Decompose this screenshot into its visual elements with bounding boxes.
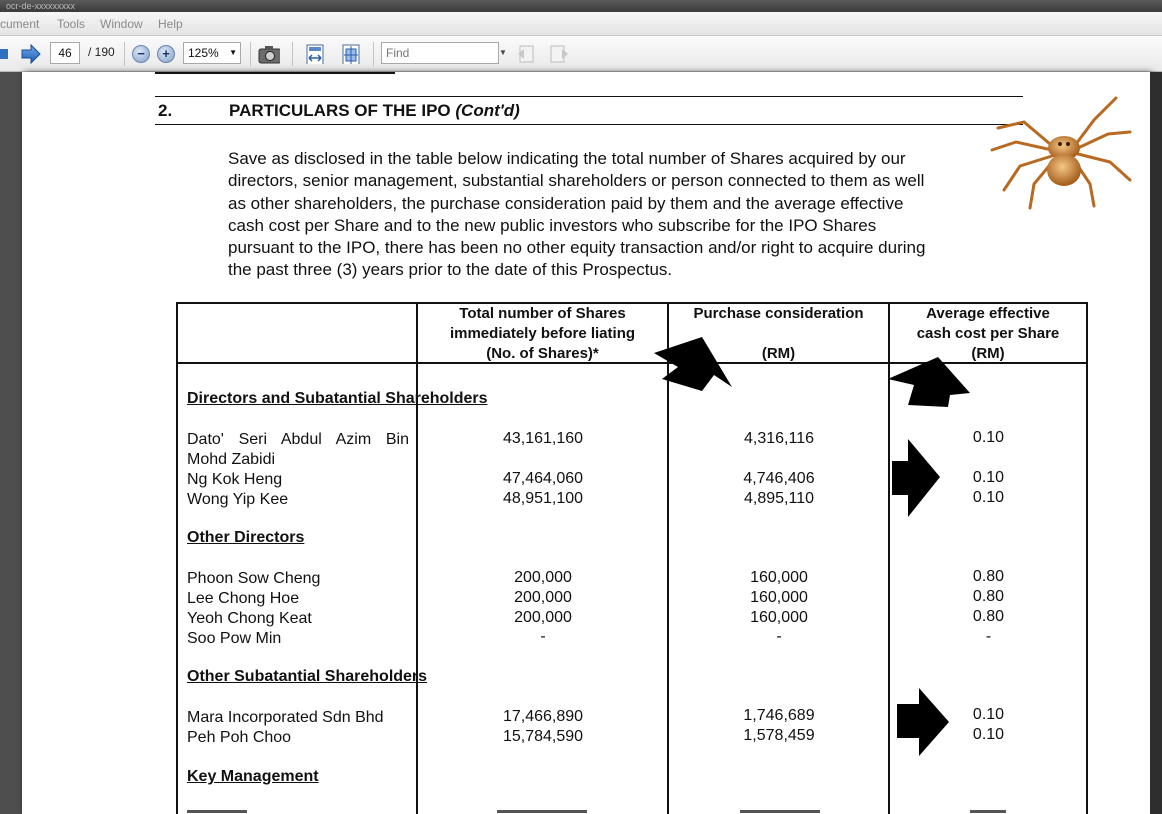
table-cell-cost: 0.10 [972,726,1005,743]
paragraph-line: directors, senior management, substantial shareholders or person connected to them as well [228,171,925,191]
section-title-main: PARTICULARS OF THE IPO [229,101,451,120]
page-shadow [1150,72,1162,814]
table-cell-shares: 200,000 [514,589,572,606]
menu-tools[interactable]: Tools [57,17,86,31]
paragraph-line: pursuant to the IPO, there has been no other equity transaction and/or right to acquire during [228,238,926,258]
section-title-cont: (Cont'd) [455,101,520,120]
table-cell-consideration: - [776,628,782,645]
fit-width-icon[interactable] [304,44,326,64]
table-row-name: Ng Kok Heng [187,471,283,488]
zoom-value: 125% [188,46,219,60]
table-cell-consideration: 160,000 [750,609,808,626]
table-row-name: Yeoh Chong Keat [187,610,312,627]
table-cell-shares: 200,000 [514,569,572,586]
table-cell-cost: 0.80 [972,568,1005,585]
table-cell-cost: - [985,628,992,645]
cutoff-row-fragment [970,806,1006,814]
table-row-name-cont: Mohd Zabidi [187,451,276,468]
table-cell-shares: 43,161,160 [502,430,584,447]
fit-page-icon[interactable] [340,44,362,64]
table-cell-shares: 15,784,590 [502,728,584,745]
table-row-name: Soo Pow Min [187,630,282,647]
header-line: Purchase consideration [693,305,864,322]
toolbar [0,36,1162,72]
menu-bar [0,12,1162,36]
group-title: Other Subatantial Shareholders [187,668,428,685]
arrow-marker-icon [895,686,951,758]
paragraph-line: as other shareholders, the purchase consideration paid by them and the average effective [228,193,904,213]
paragraph-line: cash cost per Share and to the new public investors who subscribe for the IPO Shares [228,215,877,235]
header-line: cash cost per Share [916,325,1060,342]
camera-icon[interactable] [258,44,280,64]
table-cell-shares: 200,000 [514,609,572,626]
arrow-marker-icon [890,437,942,519]
table-cell-cost: 0.10 [972,469,1005,486]
header-line: immediately before liating [449,325,636,342]
find-previous-icon[interactable] [516,44,538,64]
table-cell-shares: - [540,628,546,645]
section-rule-top [155,96,1023,97]
page-number-input[interactable]: 46 [50,42,80,64]
table-cell-cost: 0.10 [972,706,1005,723]
header-line: (No. of Shares)* [486,345,599,362]
page-total: / 190 [88,45,115,59]
intro-paragraph [228,148,1018,282]
zoom-in-icon[interactable]: + [157,45,175,63]
table-row-name: Dato' Seri Abdul Azim Bin [187,431,409,448]
group-title: Directors and Subatantial Shareholders [187,390,488,407]
table-row-name: Lee Chong Hoe [187,590,300,607]
zoom-select[interactable] [183,42,241,64]
table-cell-shares: 17,466,890 [502,708,584,725]
find-input[interactable] [381,42,499,64]
table-cell-shares: 48,951,100 [502,490,584,507]
menu-document[interactable]: cument [0,17,40,31]
viewer-left-gutter [0,72,22,814]
header-line: Total number of Shares [459,305,626,322]
table-cell-consideration: 160,000 [750,589,808,606]
spider-icon [990,92,1136,212]
menu-help[interactable]: Help [158,17,183,31]
arrow-marker-icon [884,357,974,409]
section-rule-bottom [155,124,1023,125]
header-line: Average effective [926,305,1050,322]
group-title: Key Management [187,768,319,785]
table-cell-consideration: 160,000 [750,569,808,586]
section-title [229,101,520,121]
group-title: Other Directors [187,529,305,546]
cutoff-row-fragment [740,806,820,814]
table-cell-consideration: 4,895,110 [744,490,814,507]
header-average-cost [890,304,1086,364]
table-cell-cost: 0.80 [972,608,1005,625]
table-cell-shares: 47,464,060 [502,470,584,487]
section-number: 2. [158,101,173,120]
table-cell-consideration: 1,746,689 [743,707,815,724]
header-line: (RM) [761,345,796,362]
paragraph-line: the past three (3) years prior to the date of this Prospectus. [228,260,673,280]
window-title: ocr-de-xxxxxxxxx [6,1,76,11]
table-cell-cost: 0.80 [972,588,1005,605]
paragraph-line: Save as disclosed in the table below indicating the total number of Shares acquired by our [228,149,906,168]
cutoff-row-fragment [187,806,247,814]
prev-page-icon[interactable] [0,45,10,63]
find-options-chevron-icon[interactable]: ▼ [499,48,507,57]
table-left-border [176,302,178,814]
title-bar [0,0,1162,12]
cutoff-row-fragment [497,806,587,814]
table-row-name: Wong Yip Kee [187,491,289,508]
find-placeholder: Find [386,46,410,60]
table-cell-cost: 0.10 [972,489,1005,506]
next-page-icon[interactable] [20,43,42,65]
header-total-shares [418,304,667,364]
table-row-name: Mara Incorporated Sdn Bhd [187,709,384,726]
header-line: (RM) [971,345,1005,362]
arrow-marker-icon [648,333,734,393]
table-cell-cost: 0.10 [972,429,1005,446]
table-cell-consideration: 4,746,406 [743,470,815,487]
zoom-out-icon[interactable]: − [132,45,150,63]
table-row-name: Phoon Sow Cheng [187,570,321,587]
table-cell-consideration: 1,578,459 [743,727,815,744]
find-next-icon[interactable] [548,44,570,64]
menu-window[interactable]: Window [100,17,143,31]
table-row-name: Peh Poh Choo [187,729,292,746]
chevron-down-icon: ▼ [229,48,237,57]
previous-section-rule [155,72,395,74]
table-cell-consideration: 4,316,116 [744,430,814,447]
